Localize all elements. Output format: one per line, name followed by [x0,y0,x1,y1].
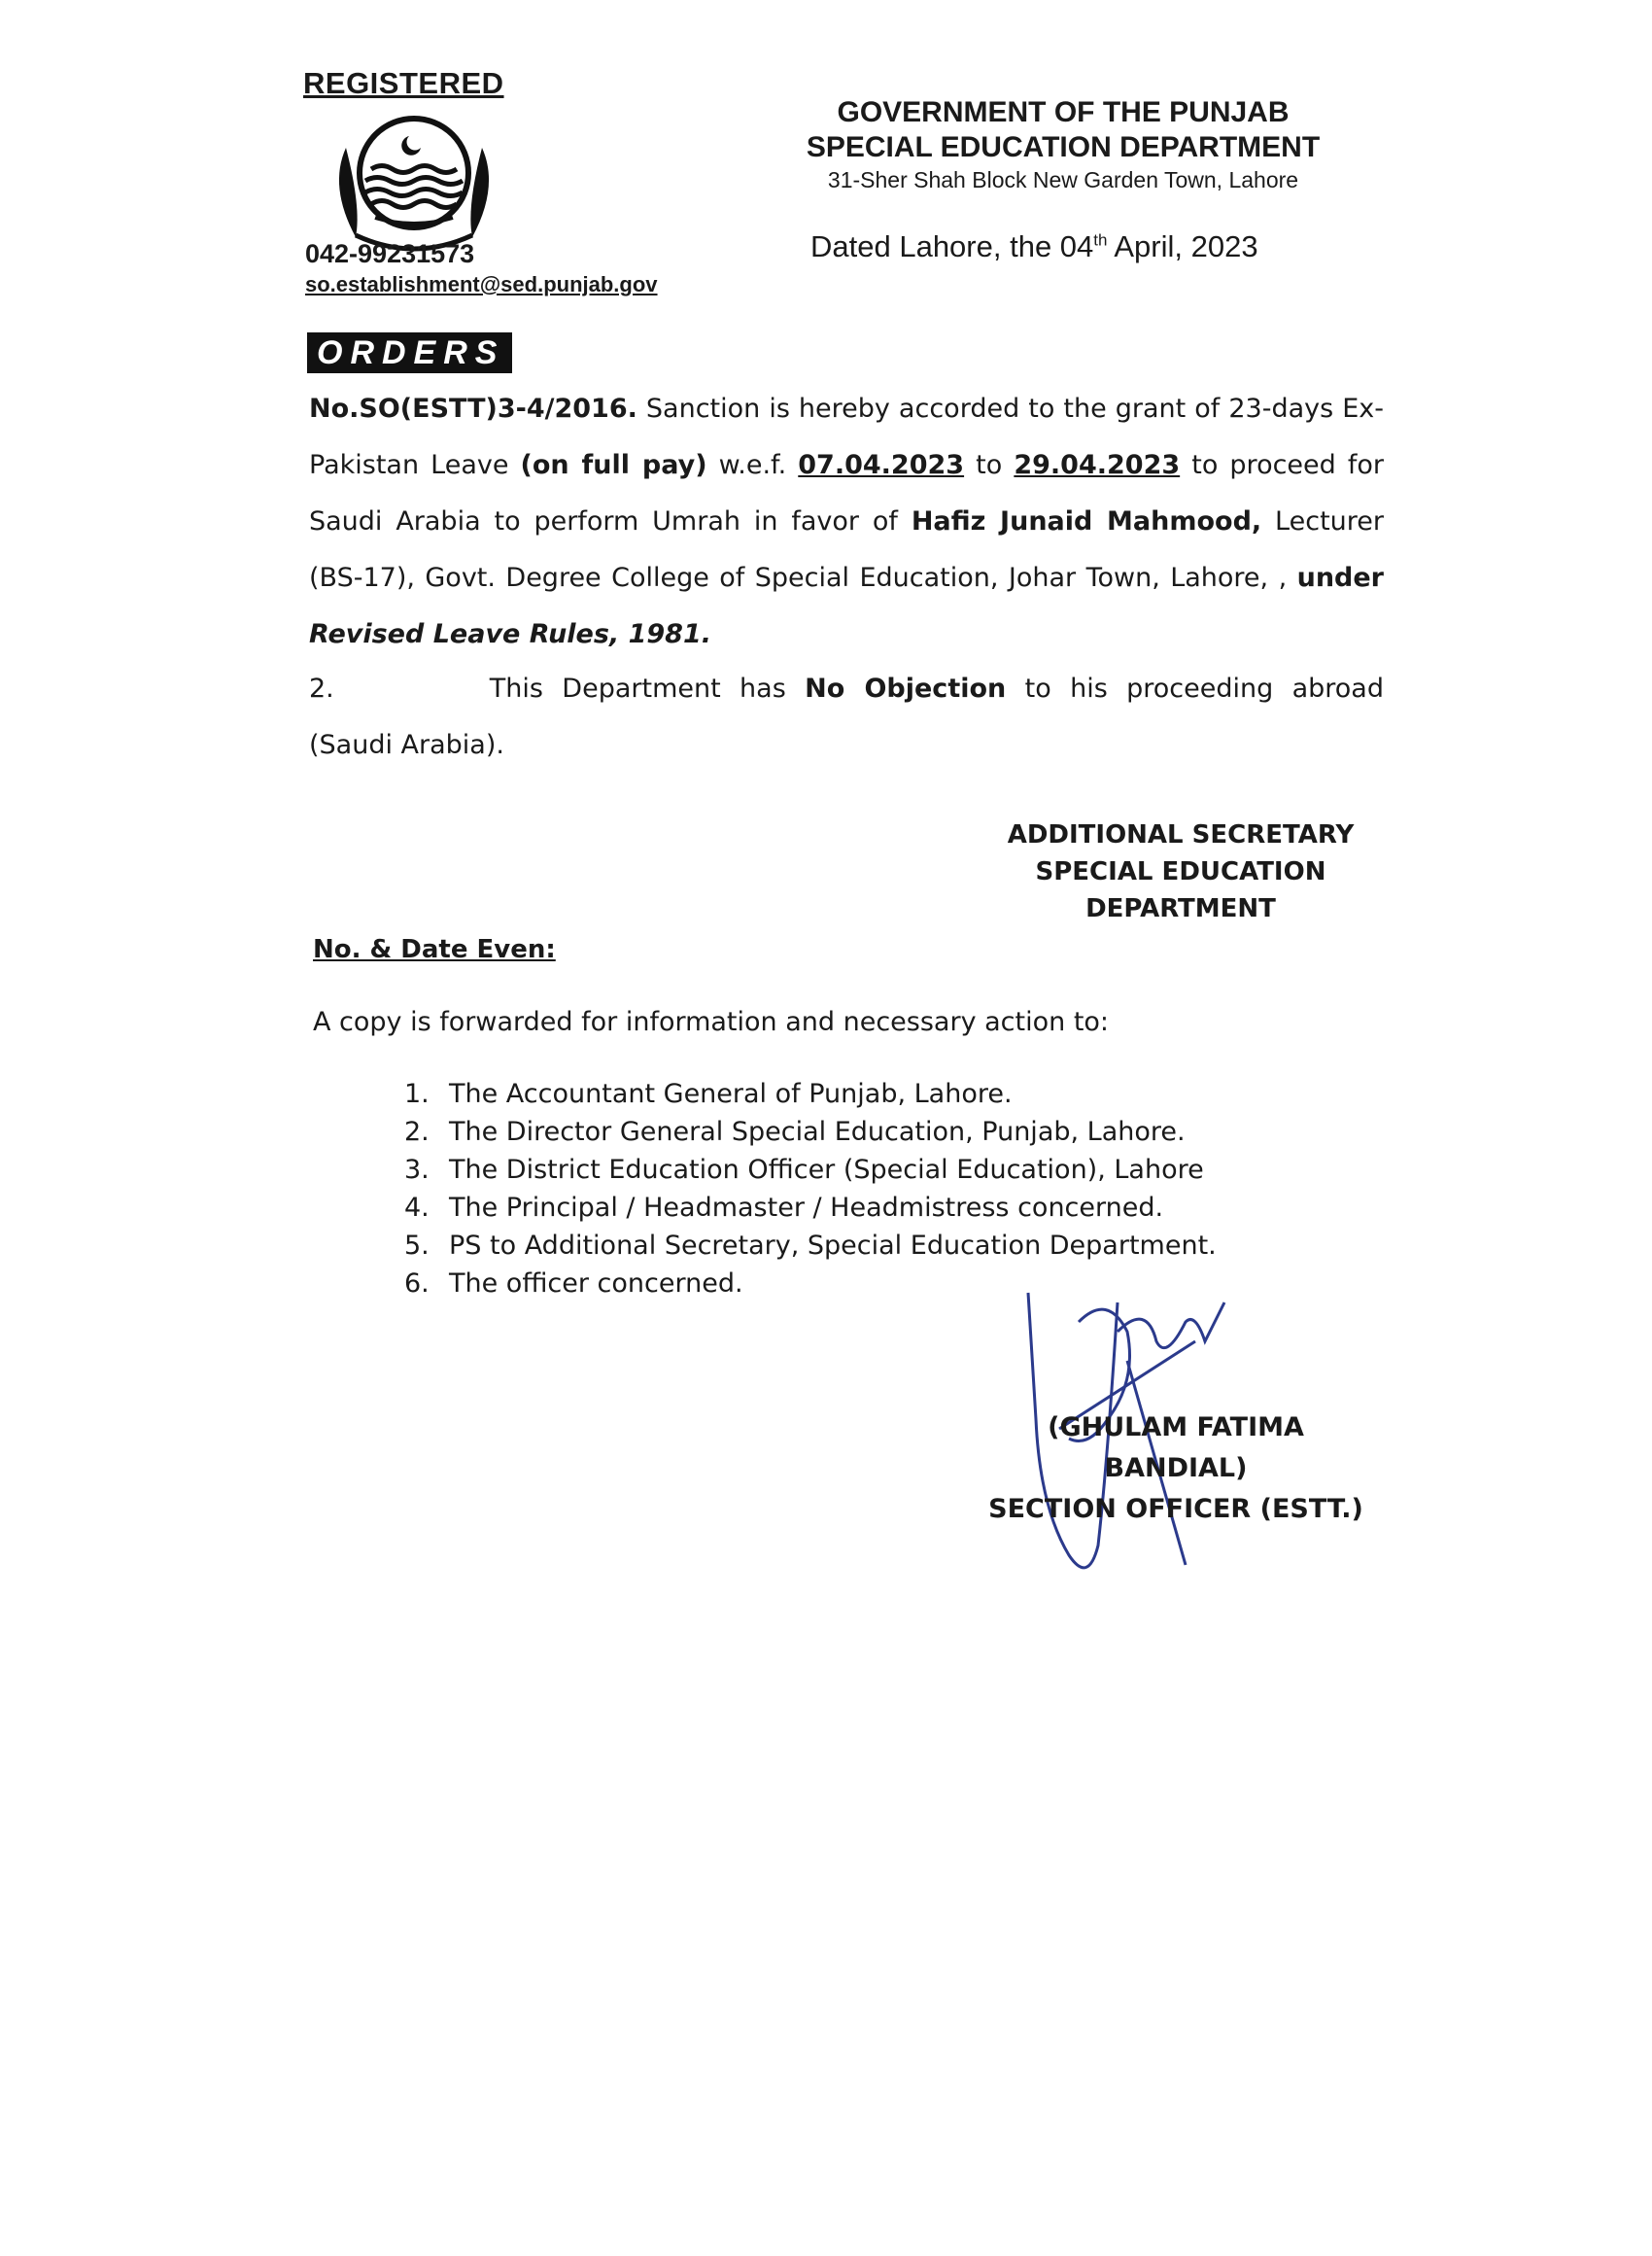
officer-name: (GHULAM FATIMA BANDIAL) [1048,1412,1304,1483]
list-item [404,1075,1217,1113]
paragraph-number: 2. [309,674,334,704]
para1-text-4: to proceed for Saudi Arabia to perform Umrah in favor of [309,450,1384,537]
list-item-text: The District Education Officer (Special Education), Lahore [449,1155,1204,1185]
list-item-text: The Director General Special Education, Punjab, Lahore. [449,1117,1186,1147]
leave-start-date: 07.04.2023 [798,450,965,480]
designation-line-2: SPECIAL EDUCATION [1035,857,1326,886]
orders-heading: ORDERS [307,332,512,373]
leave-end-date: 29.04.2023 [1014,450,1181,480]
para1-text-3: to [964,450,1015,480]
number-date-even: No. & Date Even: [313,935,556,964]
government-name: GOVERNMENT OF THE PUNJAB [837,96,1290,128]
full-pay-label: (on full pay) [520,450,707,480]
email-address: so.establishment@sed.punjab.gov [305,272,658,296]
department-address: 31-Sher Shah Block New Garden Town, Lahore [827,167,1299,192]
issue-date-suffix: April, 2023 [1107,229,1258,263]
list-item-number: 3. [404,1155,430,1185]
leave-rules: Revised Leave Rules, 1981. [309,619,712,649]
list-item-text: The officer concerned. [449,1268,743,1299]
para1-text-1: Sanction is hereby accorded to the grant of 23-days Ex-Pakistan Leave [309,394,1384,480]
issue-date-ordinal: th [1093,230,1108,250]
para1-text-2: w.e.f. [706,450,799,480]
designation-line-3: DEPARTMENT [1085,894,1276,923]
list-item-text: The Principal / Headmaster / Headmistress concerned. [449,1193,1164,1223]
list-item [404,1113,1217,1151]
copy-forwarded-intro: A copy is forwarded for information and necessary action to: [313,1007,1110,1037]
issuing-authority [952,816,1409,927]
no-objection-label: No Objection [805,674,1007,704]
reference-number: No.SO(ESTT)3-4/2016. [309,394,637,424]
list-item [404,1151,1217,1189]
list-item-number: 1. [404,1079,430,1109]
issue-date-prefix: Dated Lahore, the 04 [810,229,1094,263]
department-name: SPECIAL EDUCATION DEPARTMENT [806,131,1321,163]
employee-name: Hafiz Junaid Mahmood, [911,506,1262,537]
para2-text-1: This Department has [489,674,806,704]
issue-date [810,229,1258,264]
para1-text-5: Lecturer (BS-17), Govt. Degree College of Special Education, Johar Town, Lahore, , [309,506,1384,593]
list-item-number: 4. [404,1193,430,1223]
list-item-text: PS to Additional Secretary, Special Education Department. [449,1231,1217,1261]
letterhead-title [801,95,1325,165]
list-item-text: The Accountant General of Punjab, Lahore. [449,1079,1013,1109]
order-paragraph-2 [309,661,1384,774]
designation-line-1: ADDITIONAL SECRETARY [1007,820,1355,850]
order-paragraph-1 [309,381,1384,663]
list-item-number: 6. [404,1268,430,1299]
under-label: under [1296,563,1384,593]
list-item-number: 5. [404,1231,430,1261]
signing-officer [981,1407,1370,1530]
para2-text-2: to his proceeding abroad (Saudi Arabia). [309,674,1384,760]
list-item-number: 2. [404,1117,430,1147]
list-item [404,1227,1217,1265]
phone-number: 042-99231573 [305,239,475,268]
registered-label: REGISTERED [303,66,504,100]
officer-title: SECTION OFFICER (ESTT.) [988,1494,1363,1524]
list-item [404,1189,1217,1227]
